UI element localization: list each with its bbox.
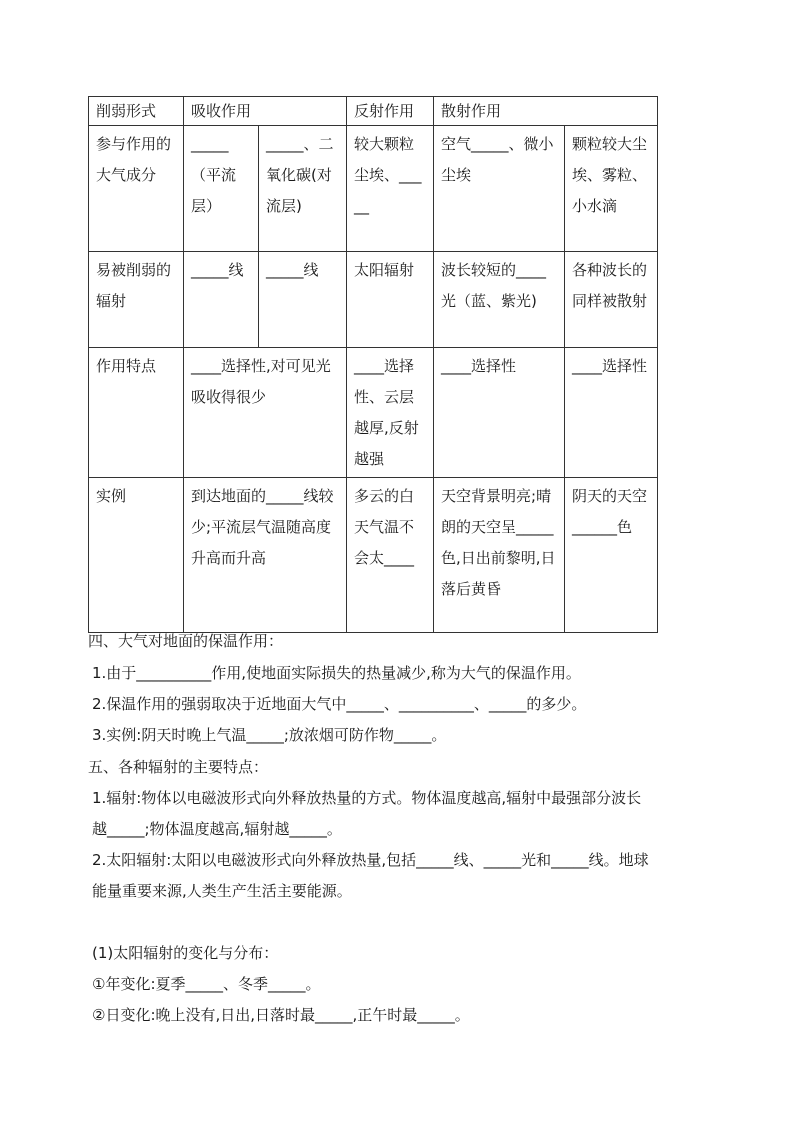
- row-label-radiation: 易被削弱的辐射: [89, 252, 184, 348]
- header-reflection: 反射作用: [347, 97, 434, 126]
- table-row: [89, 478, 658, 633]
- header-weakening-form: 削弱形式: [89, 97, 184, 126]
- row-label-components: 参与作用的大气成分: [89, 126, 184, 252]
- row-label-features: 作用特点: [89, 348, 184, 478]
- cell-ultraviolet: _____线: [184, 252, 259, 348]
- cell-ozone: _____（平流层）: [184, 126, 259, 252]
- cell-absorb-selectivity: ____选择性,对可见光吸收得很少: [184, 348, 347, 478]
- section-5-item-1-line-1: 1.辐射:物体以电磁波形式向外释放热量的方式。物体温度越高,辐射中最强部分波长: [92, 789, 642, 807]
- section-5-title: 五、各种辐射的主要特点：: [88, 758, 269, 776]
- annual-variation: ①年变化:夏季_____、冬季_____。: [92, 975, 321, 993]
- atmosphere-weakening-table: [88, 96, 658, 633]
- section-4-item-3: 3.实例:阴天时晚上气温_____;放浓烟可防作物_____。: [92, 726, 447, 744]
- cell-solar-radiation: 太阳辐射: [347, 252, 434, 348]
- section-4-title: 四、大气对地面的保温作用：: [88, 632, 284, 650]
- table-row: [89, 252, 658, 348]
- section-5-item-2-line-1: 2.太阳辐射:太阳以电磁波形式向外释放热量,包括_____线、_____光和_____线。地球: [92, 851, 649, 869]
- cell-all-wavelengths: 各种波长的同样被散射: [565, 252, 658, 348]
- cell-scatter-selectivity-2: ____选择性: [565, 348, 658, 478]
- table-row: [89, 97, 658, 126]
- cell-scatter-large: 颗粒较大尘埃、雾粒、小水滴: [565, 126, 658, 252]
- header-scattering: 散射作用: [434, 97, 658, 126]
- section-4-item-2: 2.保温作用的强弱取决于近地面大气中_____、__________、_____的多少。: [92, 695, 587, 713]
- cell-water-vapor-co2: _____、二氧化碳(对流层): [259, 126, 347, 252]
- section-5-item-1-line-2: 越_____;物体温度越高,辐射越_____。: [92, 820, 342, 838]
- cell-infrared: _____线: [259, 252, 347, 348]
- cell-scatter-selectivity: ____选择性: [434, 348, 565, 478]
- table-row: [89, 348, 658, 478]
- daily-variation: ②日变化:晚上没有,日出,日落时最_____,正午时最_____。: [92, 1006, 470, 1024]
- table-row: [89, 126, 658, 252]
- cell-reflection-components: 较大颗粒尘埃、_____: [347, 126, 434, 252]
- section-5-item-2-line-2: 能量重要来源,人类生产生活主要能源。: [92, 882, 352, 900]
- row-label-examples: 实例: [89, 478, 184, 633]
- section-5-subheading: (1)太阳辐射的变化与分布：: [92, 944, 279, 962]
- cell-reflect-example: 多云的白天气温不会太____: [347, 478, 434, 633]
- cell-scatter-example: 天空背景明亮;晴朗的天空呈_____色,日出前黎明,日落后黄昏: [434, 478, 565, 633]
- cell-reflect-selectivity: ____选择性、云层越厚,反射越强: [347, 348, 434, 478]
- cell-absorb-example: 到达地面的_____线较少;平流层气温随高度升高而升高: [184, 478, 347, 633]
- cell-cloudy-sky: 阴天的天空______色: [565, 478, 658, 633]
- cell-scatter-molecules: 空气_____、微小尘埃: [434, 126, 565, 252]
- cell-short-wave: 波长较短的____光（蓝、紫光): [434, 252, 565, 348]
- header-absorption: 吸收作用: [184, 97, 347, 126]
- section-4-item-1: 1.由于__________作用,使地面实际损失的热量减少,称为大气的保温作用。: [92, 664, 581, 682]
